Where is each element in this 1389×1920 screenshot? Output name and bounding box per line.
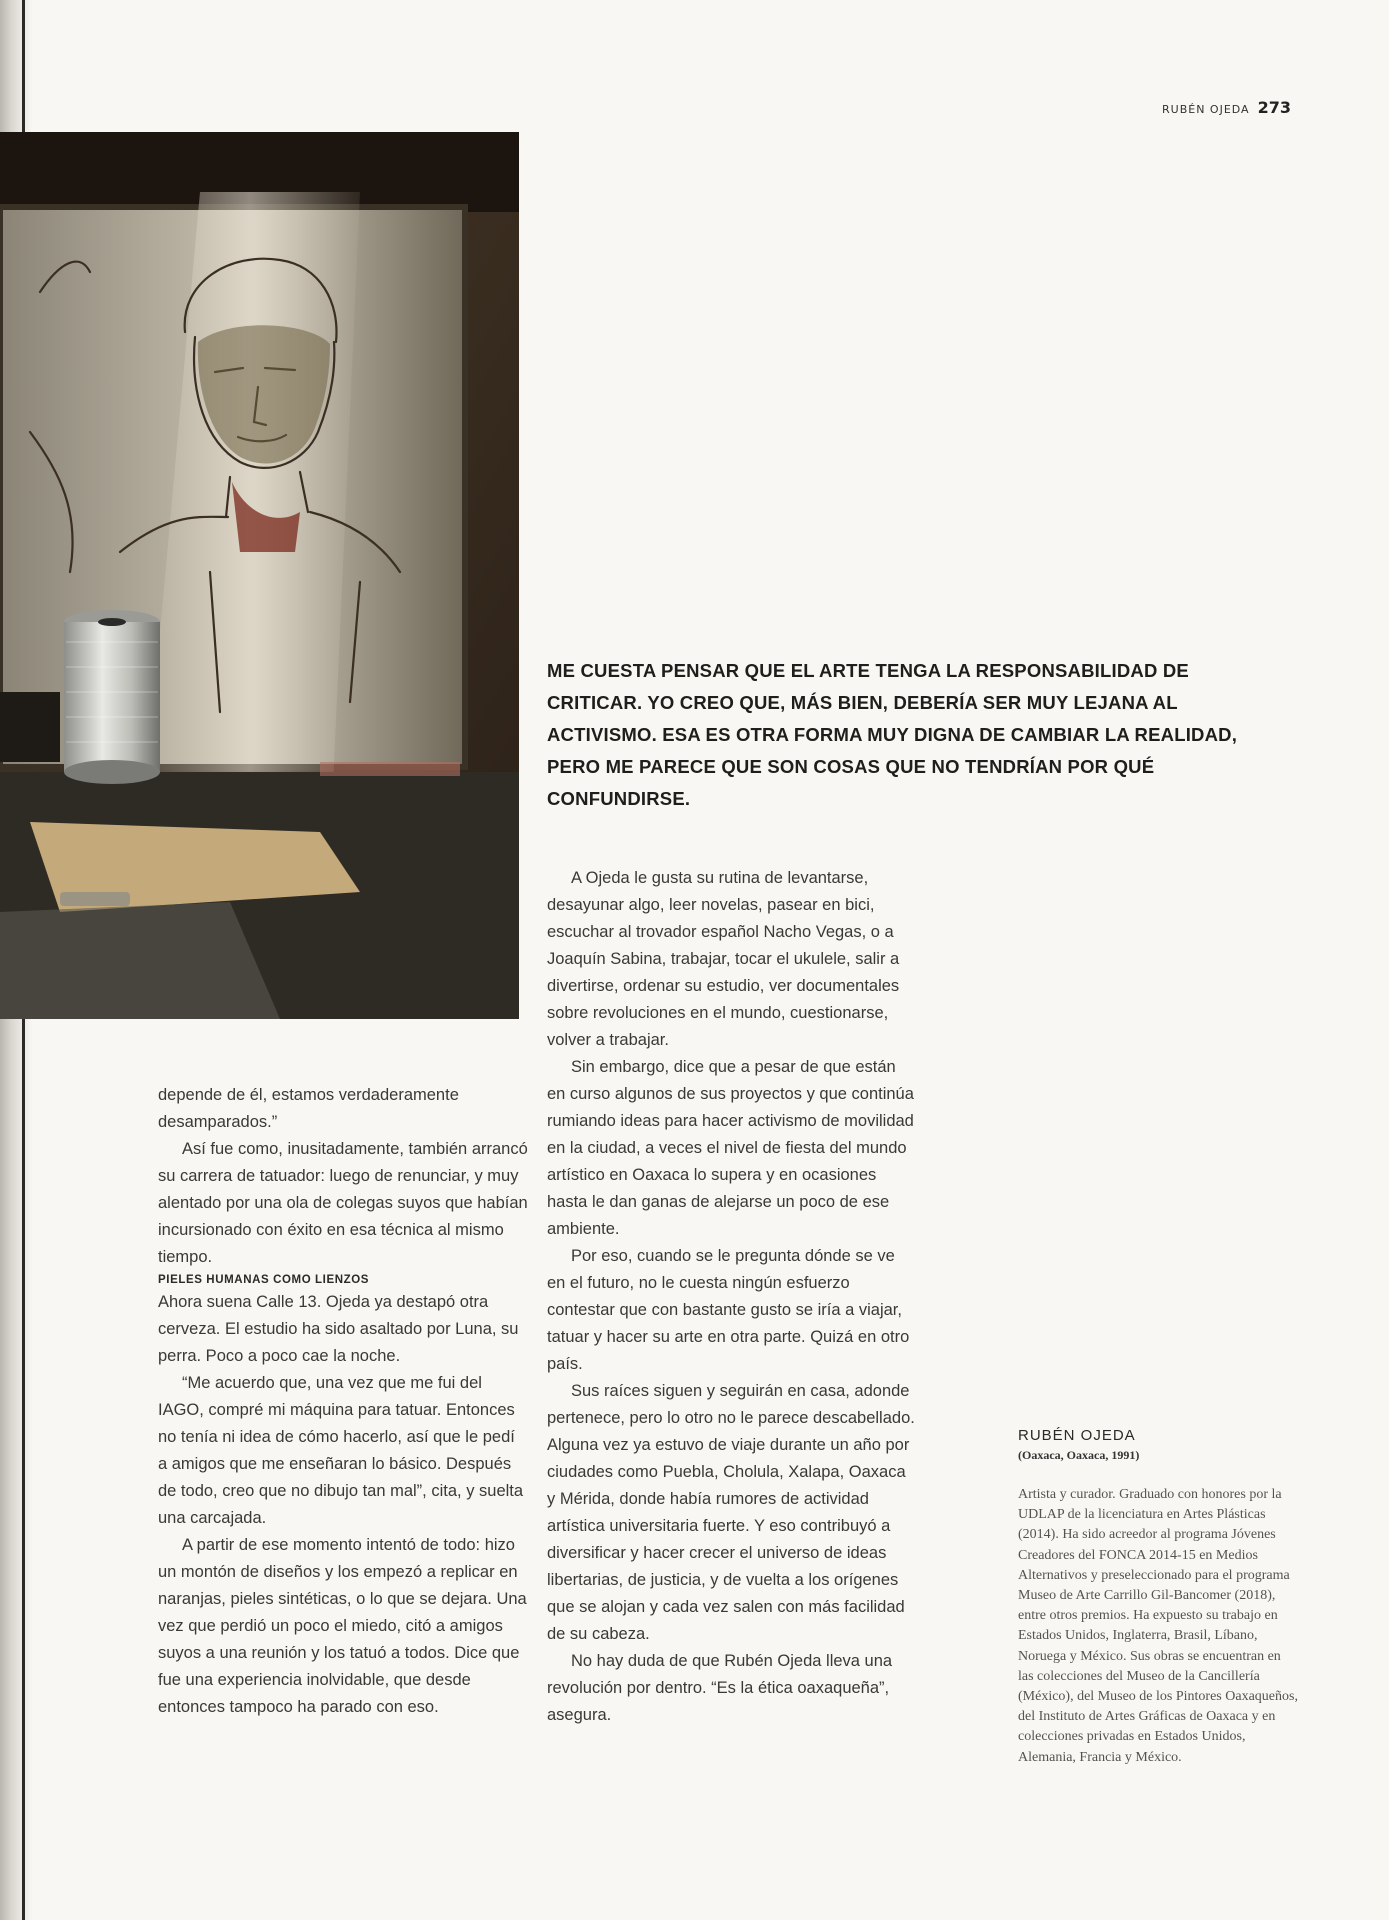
paragraph: Ahora suena Calle 13. Ojeda ya destapó otra cerveza. El estudio ha sido asaltado por Luna, su perra. Poco a poco cae la noche.: [158, 1293, 519, 1365]
paragraph: Por eso, cuando se le pregunta dónde se ve en el futuro, no le cuesta ningún esfuerzo contestar que con bastante gusto se iría a viajar, tatuar y hacer su arte en otra parte. Quizá en otro país.: [547, 1247, 910, 1373]
artist-bio: [1018, 1427, 1298, 1768]
paragraph: depende de él, estamos verdaderamente desamparados.”: [158, 1086, 459, 1131]
paragraph: A partir de ese momento intentó de todo: hizo un montón de diseños y los empezó a replicar en naranjas, pieles sintéticas, o lo que se dejara. Una vez que perdió un poco el miedo, citó a amigos suyos a una reunión y los tatuó a todos. Dice que fue una experiencia inolvidable, que desde entonces tampoco ha parado con eso.: [158, 1536, 527, 1716]
bio-text: Artista y curador. Graduado con honores por la UDLAP de la licenciatura en Artes Plásticas (2014). Ha sido acreedor al programa Jóvenes Creadores del FONCA 2014-15 en Medios Alternativos y preseleccionado para el programa Museo de Arte Carrillo Gil-Bancomer (2018), entre otros premios. Ha expuesto su trabajo en Estados Unidos, Inglaterra, Brasil, Líbano, Noruega y México. Sus obras se encuentran en las colecciones del Museo de la Cancillería (México), del Museo de los Pintores Oaxaqueños, del Instituto de Artes Gráficas de Oaxaca y en colecciones privadas en Estados Unidos, Alemania, Francia y México.: [1018, 1487, 1298, 1765]
article-column-2: [547, 865, 917, 1729]
paragraph: Sus raíces siguen y seguirán en casa, adonde pertenece, pero lo otro no le parece descabellado. Alguna vez ya estuvo de viaje durante un año por ciudades como Puebla, Cholula, Xalapa, Oaxaca y Mérida, donde había rumores de actividad artística universitaria fuerte. Y eso contribuyó a diversificar y hacer crecer el universo de ideas libertarias, de justicia, y de vuelta a los orígenes que se alojan y cada vez salen con más facilidad de su cabeza.: [547, 1382, 915, 1643]
header-author: RUBÉN OJEDA: [1162, 103, 1250, 116]
article-column-1: [158, 1082, 528, 1721]
paragraph: Sin embargo, dice que a pesar de que están en curso algunos de sus proyectos y que continúa rumiando ideas para hacer activismo de movilidad en la ciudad, a veces el nivel de fiesta del mundo artístico en Oaxaca lo supera y en ocasiones hasta le dan ganas de alejarse un poco de ese ambiente.: [547, 1058, 914, 1238]
studio-photo: [0, 132, 519, 1019]
photo-illustration: [0, 132, 519, 1019]
paragraph: A Ojeda le gusta su rutina de levantarse, desayunar algo, leer novelas, pasear en bici, escuchar al trovador español Nacho Vegas, o a Joaquín Sabina, trabajar, tocar el ukulele, salir a divertirse, ordenar su estudio, ver documentales sobre revoluciones en el mundo, cuestionarse, volver a trabajar.: [547, 869, 900, 1049]
running-header: [1162, 98, 1291, 117]
page-number: 273: [1257, 98, 1291, 117]
bio-origin: (Oaxaca, Oaxaca, 1991): [1018, 1448, 1140, 1462]
pull-quote: ME CUESTA PENSAR QUE EL ARTE TENGA LA RESPONSABILIDAD DE CRITICAR. YO CREO QUE, MÁS BIEN, DEBERÍA SER MUY LEJANA AL ACTIVISMO. ESA ES OTRA FORMA MUY DIGNA DE CAMBIAR LA REALIDAD, PERO ME PARECE QUE SON COSAS QUE NO TENDRÍAN POR QUÉ CONFUNDIRSE.: [547, 660, 1238, 809]
paragraph: Así fue como, inusitadamente, también arrancó su carrera de tatuador: luego de renunciar, y muy alentado por una ola de colegas suyos que habían incursionado con éxito en esa técnica al mismo tiempo.: [158, 1140, 528, 1266]
section-subheading: PIELES HUMANAS COMO LIENZOS: [158, 1274, 370, 1286]
paragraph: No hay duda de que Rubén Ojeda lleva una revolución por dentro. “Es la ética oaxaqueña”, asegura.: [547, 1652, 893, 1724]
bio-name: RUBÉN OJEDA: [1018, 1427, 1136, 1444]
paragraph: “Me acuerdo que, una vez que me fui del IAGO, compré mi máquina para tatuar. Entonces no tenía ni idea de cómo hacerlo, así que le pedí a amigos que me enseñaran lo básico. Después de todo, creo que no dibujo tan mal”, cita, y suelta una carcajada.: [158, 1374, 524, 1527]
